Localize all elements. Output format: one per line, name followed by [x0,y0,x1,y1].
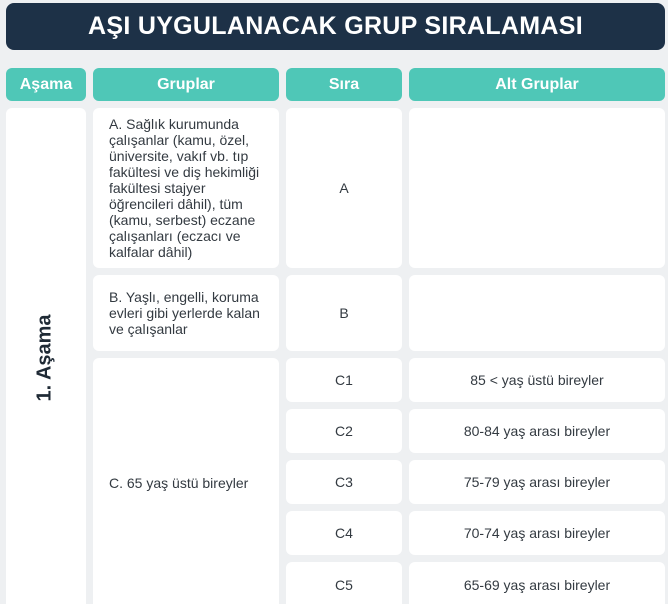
sira-cell-c2: C2 [286,409,402,453]
group-c-text: C. 65 yaş üstü bireyler [109,475,249,491]
group-a-text: A. Sağlık kurumunda çalışanlar (kamu, özel, üniversite, vakıf vb. tıp fakültesi ve diş hekimliği fakültesi stajyer öğrencileri dâhil), tüm (kamu, serbest) eczane çalışanları (eczacı ve kalfalar dâhil) [109,116,260,260]
group-a-cell [93,108,279,268]
sira-cell-a: A [286,108,402,268]
header-alt-gruplar: Alt Gruplar [409,68,665,101]
alt-cell-c3: 75-79 yaş arası bireyler [409,460,665,504]
sira-cell-c1: C1 [286,358,402,402]
alt-cell-c4: 70-74 yaş arası bireyler [409,511,665,555]
group-b-text: B. Yaşlı, engelli, koruma evleri gibi yerlerde kalan ve çalışanlar [109,289,260,337]
sira-cell-c4: C4 [286,511,402,555]
group-c-cell [93,358,279,604]
stage-label: 1. Aşama [33,314,56,402]
sira-cell-c3: C3 [286,460,402,504]
sira-cell-c5: C5 [286,562,402,604]
header-sira: Sıra [286,68,402,101]
alt-cell-a [409,108,665,268]
alt-cell-c1: 85 < yaş üstü bireyler [409,358,665,402]
group-b-cell [93,275,279,351]
alt-cell-b [409,275,665,351]
header-asama: Aşama [6,68,86,101]
page-title: AŞI UYGULANACAK GRUP SIRALAMASI [6,3,665,50]
header-gruplar: Gruplar [93,68,279,101]
alt-cell-c2: 80-84 yaş arası bireyler [409,409,665,453]
alt-cell-c5: 65-69 yaş arası bireyler [409,562,665,604]
sira-cell-b: B [286,275,402,351]
